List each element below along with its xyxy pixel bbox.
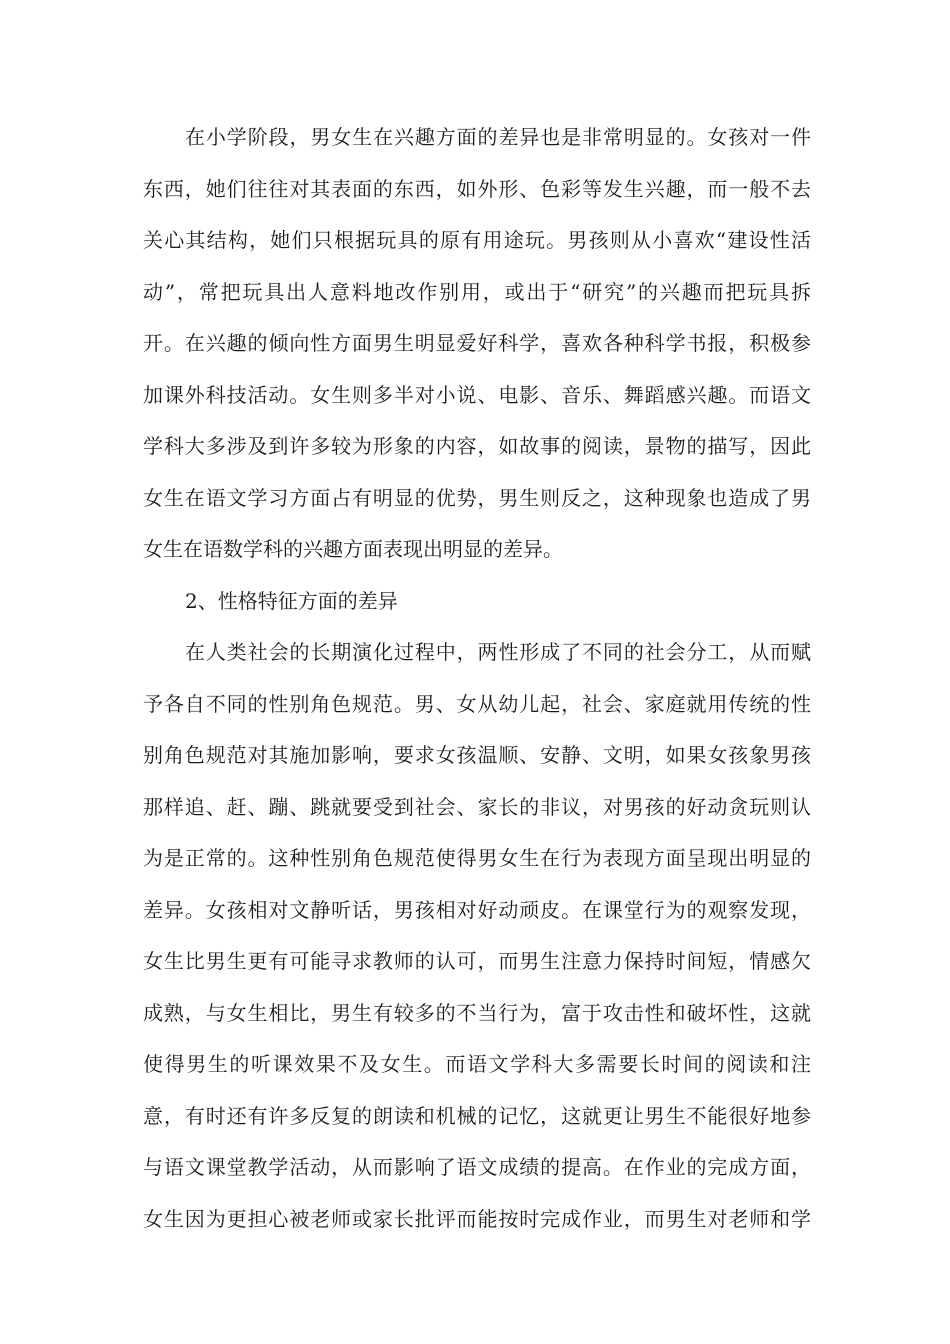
paragraph-1-line-4: 动”，常把玩具出人意料地改作别用，或出于“研究”的兴趣而把玩具拆	[143, 279, 811, 304]
document-page	[143, 112, 811, 1245]
paragraph-2-line-7: 女生比男生更有可能寻求教师的认可，而男生注意力保持时间短，情感欠	[143, 949, 811, 973]
paragraph-1-line-7: 学科大多涉及到许多较为形象的内容，如故事的阅读，景物的描写，因此	[143, 434, 811, 458]
paragraph-1-line-5: 开。在兴趣的倾向性方面男生明显爱好科学，喜欢各种科学书报，积极参	[143, 331, 811, 355]
paragraph-1-line-8: 女生在语文学习方面占有明显的优势，男生则反之，这种现象也造成了男	[143, 485, 811, 510]
paragraph-2-line-2: 予各自不同的性别角色规范。男、女从幼儿起，社会、家庭就用传统的性	[143, 691, 811, 716]
paragraph-2-line-5: 为是正常的。这种性别角色规范使得男女生在行为表现方面呈现出明显的	[143, 846, 811, 870]
paragraph-2-line-1: 在人类社会的长期演化过程中，两性形成了不同的社会分工，从而赋	[185, 640, 811, 664]
paragraph-1-line-1: 在小学阶段，男女生在兴趣方面的差异也是非常明显的。女孩对一件	[185, 125, 811, 149]
paragraph-1-line-9: 女生在语数学科的兴趣方面表现出明显的差异。	[143, 537, 563, 561]
paragraph-2-line-9: 使得男生的听课效果不及女生。而语文学科大多需要长时间的阅读和注	[143, 1052, 811, 1076]
paragraph-2-line-11: 与语文课堂教学活动，从而影响了语文成绩的提高。在作业的完成方面，	[143, 1155, 811, 1179]
paragraph-1-line-6: 加课外科技活动。女生则多半对小说、电影、音乐、舞蹈感兴趣。而语文	[143, 382, 811, 407]
paragraph-2-line-8: 成熟，与女生相比，男生有较多的不当行为，富于攻击性和破坏性，这就	[143, 1000, 811, 1025]
paragraph-2-line-12: 女生因为更担心被老师或家长批评而能按时完成作业，而男生对老师和学	[143, 1206, 811, 1231]
paragraph-2-line-10: 意，有时还有许多反复的朗读和机械的记忆，这就更让男生不能很好地参	[143, 1103, 811, 1128]
paragraph-2-line-3: 别角色规范对其施加影响，要求女孩温顺、安静、文明，如果女孩象男孩	[143, 743, 811, 767]
paragraph-1-line-2: 东西，她们往往对其表面的东西，如外形、色彩等发生兴趣，而一般不去	[143, 176, 811, 201]
paragraph-1-line-3: 关心其结构，她们只根据玩具的原有用途玩。男孩则从小喜欢“建设性活	[143, 228, 811, 252]
paragraph-2-line-4: 那样追、赶、蹦、跳就要受到社会、家长的非议，对男孩的好动贪玩则认	[143, 794, 811, 819]
section-heading: 2、性格特征方面的差异	[185, 588, 398, 613]
paragraph-2-line-6: 差异。女孩相对文静听话，男孩相对好动顽皮。在课堂行为的观察发现，	[143, 897, 811, 922]
